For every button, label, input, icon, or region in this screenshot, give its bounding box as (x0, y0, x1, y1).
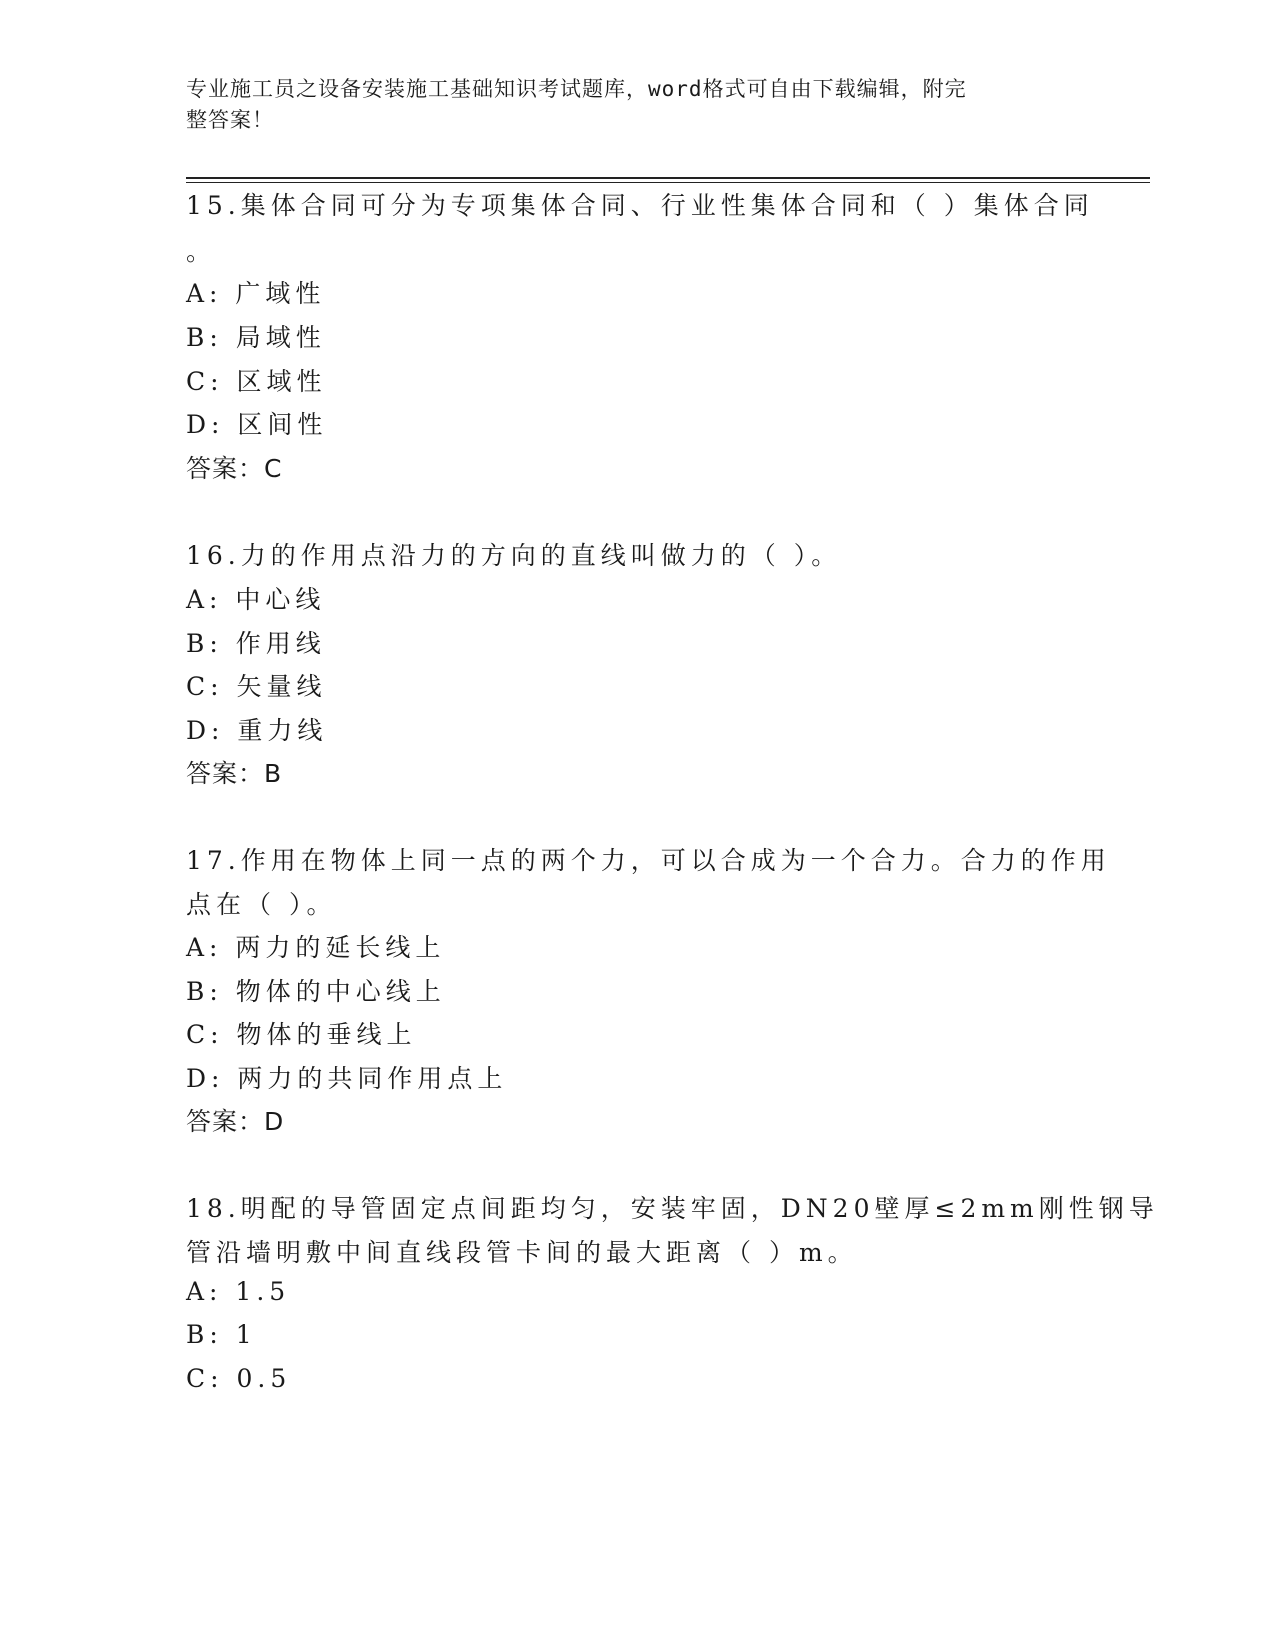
option-d: D: 区间性 (186, 410, 328, 439)
question-stem-continued: 管沿墙明敷中间直线段管卡间的最大距离（ ）m。 (186, 1238, 858, 1267)
question-stem: 18.明配的导管固定点间距均匀，安装牢固，DN20壁厚≤2mm刚性钢导 (186, 1194, 1159, 1223)
option-d: D: 重力线 (186, 716, 328, 745)
option-b: B: 作用线 (186, 629, 326, 658)
option-a: A: 中心线 (186, 585, 326, 614)
option-c: C: 区域性 (186, 367, 327, 396)
option-c: C: 物体的垂线上 (186, 1020, 417, 1049)
option-b: B: 1 (186, 1320, 257, 1349)
option-c: C: 0.5 (186, 1364, 292, 1393)
header-divider-thick (186, 177, 1150, 179)
answer-text: 答案：C (186, 454, 283, 483)
header-divider-thin (186, 182, 1150, 183)
option-d: D: 两力的共同作用点上 (186, 1064, 508, 1093)
option-b: B: 局域性 (186, 323, 326, 352)
header-line-1: 专业施工员之设备安装施工基础知识考试题库，word格式可自由下载编辑，附完 (186, 77, 967, 101)
question-stem-continued: 点在（ ）。 (186, 890, 337, 919)
option-a: A: 1.5 (186, 1277, 291, 1306)
answer-text: 答案：D (186, 1107, 285, 1136)
option-a: A: 两力的延长线上 (186, 933, 446, 962)
question-stem: 17.作用在物体上同一点的两个力，可以合成为一个合力。合力的作用 (186, 846, 1111, 875)
header-line-2: 整答案！ (186, 108, 274, 132)
question-stem: 16.力的作用点沿力的方向的直线叫做力的（ ）。 (186, 541, 842, 570)
document-header (186, 74, 1066, 136)
option-a: A: 广域性 (186, 279, 326, 308)
question-stem-continued: 。 (186, 237, 217, 266)
answer-text: 答案：B (186, 759, 283, 788)
option-b: B: 物体的中心线上 (186, 977, 446, 1006)
question-stem: 15.集体合同可分为专项集体合同、行业性集体合同和（ ）集体合同 (186, 191, 1094, 220)
option-c: C: 矢量线 (186, 672, 327, 701)
